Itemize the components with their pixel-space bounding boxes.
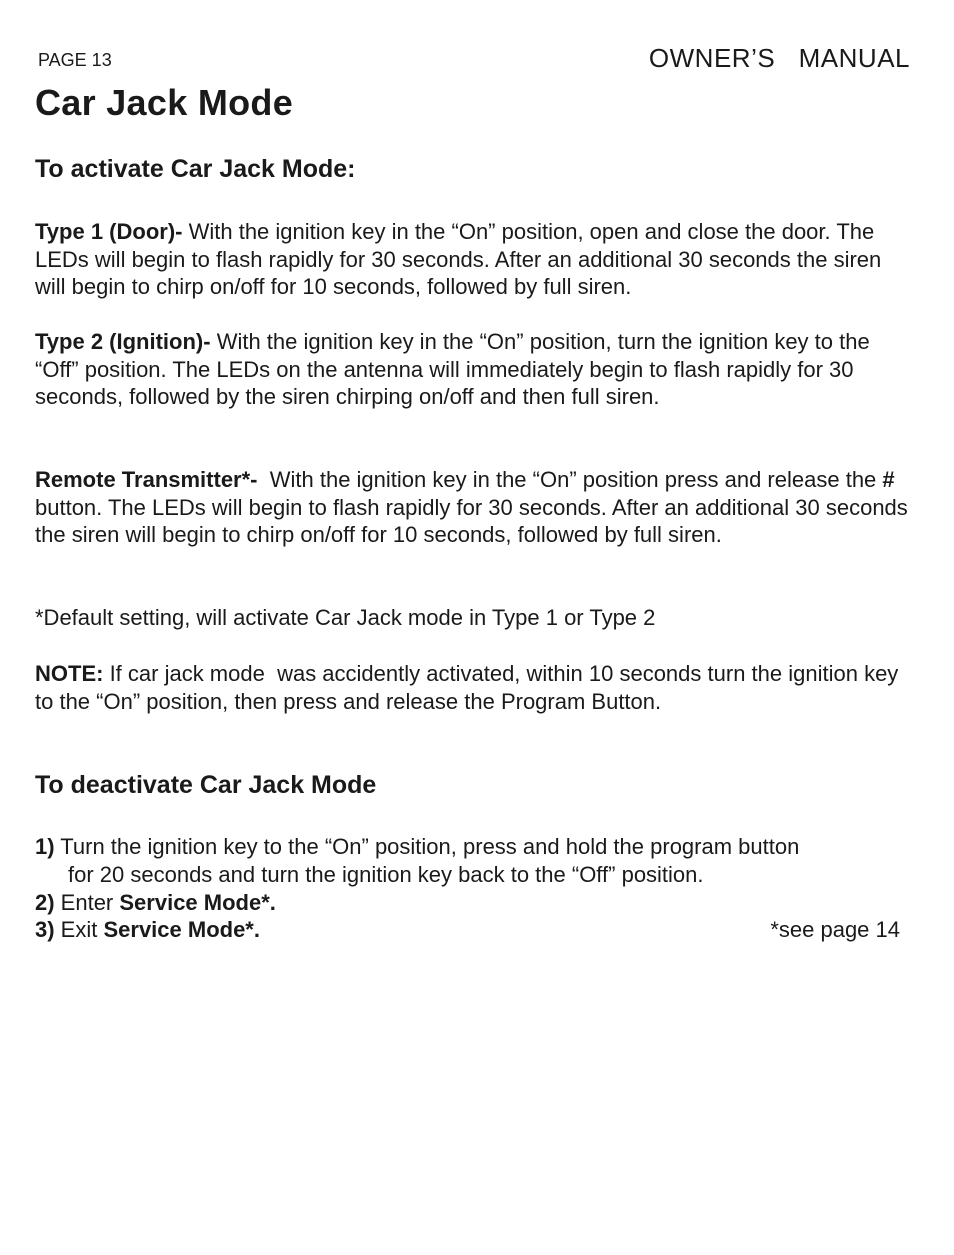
hash-button-label: #: [882, 467, 895, 492]
step-text: Exit: [54, 917, 104, 942]
see-page-reference: *see page 14: [770, 917, 900, 942]
step-text: Turn the ignition key to the “On” position, press and hold the program button: [54, 834, 800, 859]
default-setting-note: *Default setting, will activate Car Jack mode in Type 1 or Type 2: [35, 605, 656, 630]
service-mode-label: Service Mode*.: [119, 890, 276, 915]
type2-paragraph: [35, 328, 915, 411]
deactivate-step-1: [35, 833, 799, 861]
type1-label: Type 1 (Door)-: [35, 219, 183, 244]
deactivate-step-3: [35, 916, 260, 944]
type2-text: With the ignition key in the “On” position, turn the ignition key to the “Off” position. The LEDs on the antenna will immediately begin to flash rapidly for 30 seconds, followed by the siren chirping on/off and then full siren.: [35, 329, 870, 410]
remote-text-a: With the ignition key in the “On” position press and release the: [257, 467, 883, 492]
type1-text: With the ignition key in the “On” position, open and close the door. The LEDs will begin to flash rapidly for 30 seconds. After an additional 30 seconds the siren will begin to chirp on/off for 10 seconds, followed by full siren.: [35, 219, 882, 300]
page-title: Car Jack Mode: [35, 82, 294, 123]
step-number: 3): [35, 917, 55, 942]
step-text: Enter: [54, 890, 120, 915]
deactivate-step-1-continued: for 20 seconds and turn the ignition key back to the “Off” position.: [68, 862, 704, 887]
type2-label: Type 2 (Ignition)-: [35, 329, 211, 354]
remote-paragraph: [35, 466, 915, 549]
note-paragraph: [35, 660, 915, 715]
step-number: 2): [35, 890, 55, 915]
deactivate-step-2: [35, 889, 276, 917]
activate-heading: To activate Car Jack Mode:: [35, 155, 356, 183]
note-label: NOTE:: [35, 661, 104, 686]
step-number: 1): [35, 834, 55, 859]
service-mode-label: Service Mode*.: [103, 917, 260, 942]
page-number: PAGE 13: [38, 50, 112, 70]
type1-paragraph: [35, 218, 915, 301]
manual-title: OWNER’S MANUAL: [648, 43, 910, 73]
deactivate-heading: To deactivate Car Jack Mode: [35, 771, 377, 799]
remote-label: Remote Transmitter*-: [35, 467, 258, 492]
remote-text-b: button. The LEDs will begin to flash rapidly for 30 seconds. After an additional 30 seconds the siren will begin to chirp on/off for 10 seconds, followed by full siren.: [35, 494, 908, 548]
note-text: If car jack mode was accidently activated, within 10 seconds turn the ignition key to the “On” position, then press and release the Program Button.: [35, 661, 905, 714]
